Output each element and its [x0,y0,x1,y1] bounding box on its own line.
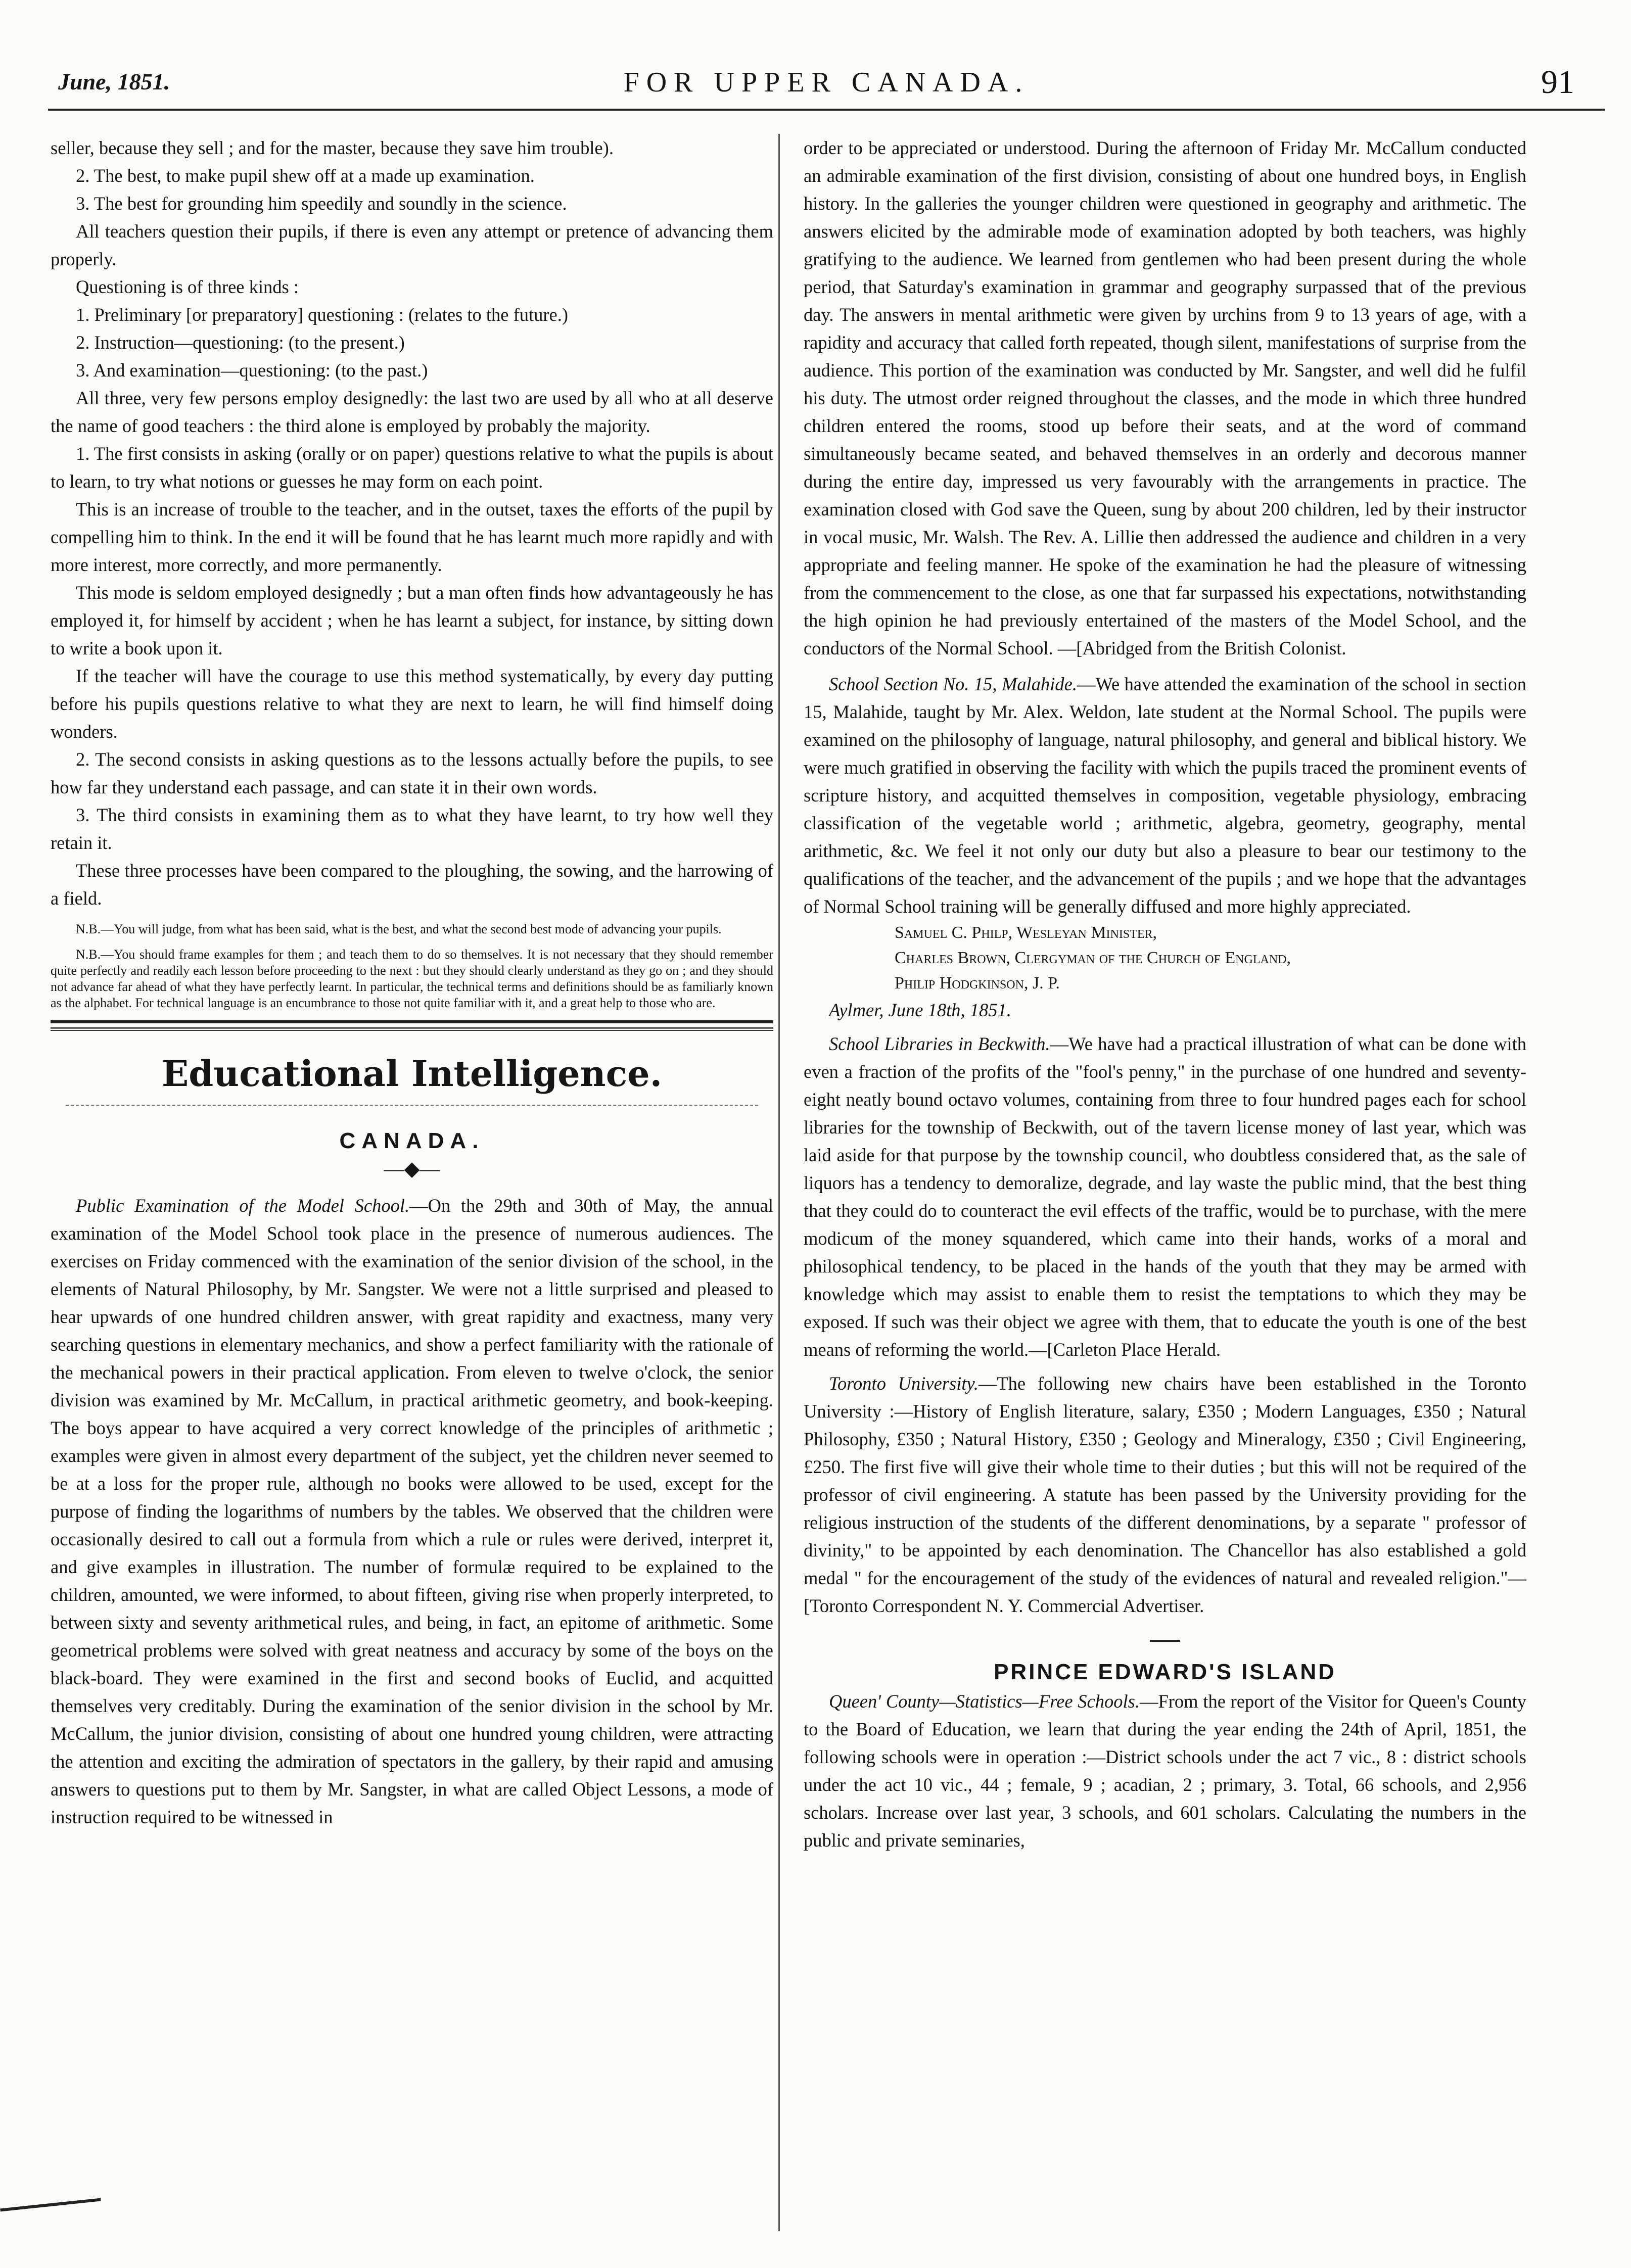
article-lead: Public Examination of the Model School. [76,1195,410,1216]
divider [66,1105,758,1106]
signature: Samuel C. Philp, Wesleyan Minister, [895,923,1157,942]
paragraph: 3. And examination—questioning: (to the past.) [76,360,428,381]
page-edge-mark [0,2198,101,2212]
paragraph: 2. The second consists in asking questions as to the lessons actually before the pupils, to see how far they understand each passage, and can state it in their own words. [51,749,773,797]
article-lead: School Libraries in Beckwith. [829,1033,1050,1054]
signature: Philip Hodgkinson, J. P. [895,974,1060,993]
ornament: —◆— [384,1157,440,1180]
article [804,1369,1526,1620]
paragraph: 1. The first consists in asking (orally or on paper) questions relative to what the pupils is about to learn, to try what notions or guesses he may form on each point. [51,443,773,492]
article [51,1192,773,1831]
article-lead: Toronto University. [829,1373,978,1394]
right-column [804,134,1526,1854]
section-title: Educational Intelligence. [161,1053,663,1095]
signature: Charles Brown, Clergyman of the Church of England, [895,949,1291,967]
paragraph: seller, because they sell ; and for the master, because they save him trouble). [51,137,614,158]
subsection-heading: PRINCE EDWARD'S ISLAND [994,1660,1336,1684]
paragraph: All three, very few persons employ designedly: the last two are used by all who at all deserve the name of good teachers : the third alone is employed by probably the majority. [51,388,773,436]
section-rule [51,1020,773,1023]
paragraph: If the teacher will have the courage to use this method systematically, by every day putting before his pupils questions relative to what they are next to learn, he will find himself doing wonders. [51,666,773,742]
paragraph: These three processes have been compared to the ploughing, the sowing, and the harrowing of a field. [51,860,773,909]
paragraph: Questioning is of three kinds : [76,276,299,297]
paragraph: 3. The best for grounding him speedily and soundly in the science. [76,193,567,214]
article-continuation: order to be appreciated or understood. During the afternoon of Friday Mr. McCallum conducted an admirable examination of the first division, consisting of about one hundred boys, in English history. In the galleries the younger children were questioned in geography and arithmetic. The answers elicited by the admirable mode of examination adopted by both teachers, was highly gratifying to the audience. We learned from gentlemen who had been present during the whole period, that Saturday's examination in grammar and geography surpassed that of the previous day. The answers in mental arithmetic were given by urchins from 9 to 13 years of age, with a rapidity and accuracy that called forth repeated, though silent, manifestations of surprise from the audience. This portion of the examination was conducted by Mr. Sangster, and well did he fulfil his duty. The utmost order reigned throughout the classes, and the mode in which three hundred children entered the rooms, stood up before their seats, and at the word of command simultaneously became seated, and behaved themselves in an orderly and decorous manner during the entire day, impressed us very favourably with the arrangements in practice. The examination closed with God save the Queen, sung by about 200 children, led by their instructor in vocal music, Mr. Walsh. The Rev. A. Lillie then addressed the audience and children in a very appropriate and feeling manner. He spoke of the examination he had the pleasure of witnessing from the commencement to the close, as one that far surpassed his expectations, notwithstanding the high opinion he had previously entertained of the masters of the Model School, and the conductors of the Normal School. —[Abridged from the British Colonist. [804,137,1526,658]
footnote: N.B.—You should frame examples for them ; and teach them to do so themselves. It is not necessary that they should remember quite perfectly and readily each lesson before proceeding to the next : but they should clearly understand as they go on ; and they should not advance far ahead of what they have perfectly learnt. In particular, the technical terms and definitions should be as familiarly known as the alphabet. For technical language is an encumbrance to those not quite familiar with it, and a great help to those who are. [51,947,773,1010]
signature-date: Aylmer, June 18th, 1851. [829,1000,1011,1020]
page-header [48,63,1605,111]
footnote: N.B.—You will judge, from what has been said, what is the best, and what the second best mode of advancing your pupils. [76,922,722,936]
column-divider [778,134,780,2231]
article-body: —On the 29th and 30th of May, the annual examination of the Model School took place in the presence of numerous audiences. The exercises on Friday commenced with the examination of the senior division of the school, in the elements of Natural Philosophy, by Mr. Sangster. We were not a little surprised and pleased to hear upwards of one hundred children answer, with great rapidity and exactness, many very searching questions in elementary mechanics, and show a perfect familiarity with the rationale of the mechanical powers in their practical application. From eleven to twelve o'clock, the senior division was examined by Mr. McCallum, in practical arithmetic geometry, and book-keeping. The boys appear to have acquired a very correct knowledge of the principles of arithmetic ; examples were given in almost every department of the subject, yet the children never seemed to be at a loss for the proper rule, although no books were allowed to be used, except for the purpose of finding the logarithms of numbers by the tables. We observed that the children were occasionally desired to call out a formula from which a rule or rules were derived, interpret it, and give examples in illustration. The number of formulæ required to be explained to the children, amounted, we were informed, to about fifteen, giving rise when properly interpreted, to between sixty and seventy arithmetical rules, and being, in fact, an epitome of arithmetic. Some geometrical problems were solved with great neatness and accuracy by some of the boys on the black-board. They were examined in the first and second books of Euclid, and acquitted themselves very creditably. During the examination of the senior division in the school by Mr. McCallum, the junior division, consisting of about one hundred young children, were attracting the attention and exciting the admiration of spectators in the gallery, by their rapid and amusing answers to questions put to them by Mr. Sangster, in what are called Object Lessons, a mode of instruction required to be witnessed in [51,1195,773,1827]
paragraph: 2. Instruction—questioning: (to the present.) [76,332,405,353]
issue-date: June, 1851. [58,69,170,94]
article-lead: Queen' County—Statistics—Free Schools. [829,1691,1140,1712]
running-title: FOR UPPER CANADA. [623,67,1030,98]
section-rule [51,1027,773,1031]
article-body: —We have attended the examination of the school in section 15, Malahide, taught by Mr. Alex. Weldon, late student at the Normal School. The pupils were examined on the philosophy of language, natural philosophy, and general and biblical history. We were much gratified in observing the facility with which the pupils traced the prominent events of scripture history, and acquitted themselves in composition, vegetable physiology, embracing classification of the vegetable world ; arithmetic, algebra, geometry, geography, mental arithmetic, &c. We feel it not only our duty but also a pleasure to bear our testimony to the qualifications of the teacher, and the advancement of the pupils ; and we hope that the advantages of Normal School training will be generally diffused and more highly appreciated. [804,674,1526,917]
article-body: —From the report of the Visitor for Queen's County to the Board of Education, we learn that during the year ending the 24th of April, 1851, the following schools were in operation :—District schools under the act 7 vic., 8 : district schools under the act 10 vic., 44 ; female, 9 ; acadian, 2 ; primary, 3. Total, 66 schools, and 2,956 scholars. Increase over last year, 3 schools, and 601 scholars. Calculating the numbers in the public and private seminaries, [804,1691,1526,1851]
article [804,1687,1526,1854]
article-body: —The following new chairs have been established in the Toronto University :—History of English literature, salary, £350 ; Modern Languages, £350 ; Natural Philosophy, £350 ; Natural History, £350 ; Geology and Mineralogy, £350 ; Civil Engineering, £250. The first five will give their whole time to their duties ; but this will not be required of the professor of civil engineering. A statute has been passed by the University providing for the religious instruction of the students of the different denominations, by a separate " professor of divinity," to be appointed by each denomination. The Chancellor has also established a gold medal " for the encouragement of the study of the evidences of natural and revealed religion."—[Toronto Correspondent N. Y. Commercial Advertiser. [804,1373,1527,1616]
article-body: —We have had a practical illustration of what can be done with even a fraction of the profits of the "fool's penny," in the purchase of one hundred and seventy-eight neatly bound octavo volumes, containing from three to four hundred pages each for school libraries for the township of Beckwith, out of the tavern license money of last year, which was laid aside for that purpose by the township council, who doubtless considered that, as the sale of liquors has a tendency to demoralize, degrade, and lay waste the public mind, that the best thing that they could do to counteract the evil effects of the traffic, would be to purchase, with the mere modicum of the money squandered, which came into their hands, works of a moral and philosophical tendency, to be placed in the hands of the youth that they may be armed with knowledge which may assist to enable them to resist the temptations to which they may be exposed. If such was their object we agree with them, that to educate the youth is one of the best means of reforming the world.—[Carleton Place Herald. [804,1033,1526,1360]
article [804,1030,1526,1363]
page-number: 91 [1541,64,1574,101]
paragraph: 1. Preliminary [or preparatory] questioning : (relates to the future.) [76,304,569,325]
paragraph: All teachers question their pupils, if there is even any attempt or pretence of advancing them properly. [51,221,773,269]
left-column [51,134,773,1831]
paragraph: This mode is seldom employed designedly ; but a man often finds how advantageously he has employed it, for himself by accident ; when he has learnt a subject, for instance, by sitting down to write a book upon it. [51,582,773,658]
article-lead: School Section No. 15, Malahide. [829,674,1077,694]
paragraph: 2. The best, to make pupil shew off at a made up examination. [76,165,535,186]
article [804,670,1526,920]
paragraph: This is an increase of trouble to the teacher, and in the outset, taxes the efforts of the pupil by compelling him to think. In the end it will be found that he has learnt much more rapidly and with more interest, more correctly, and more permanently. [51,499,773,575]
divider [1150,1640,1180,1642]
paragraph: 3. The third consists in examining them as to what they have learnt, to try how well they retain it. [51,805,773,853]
subsection-heading: CANADA. [339,1128,485,1153]
